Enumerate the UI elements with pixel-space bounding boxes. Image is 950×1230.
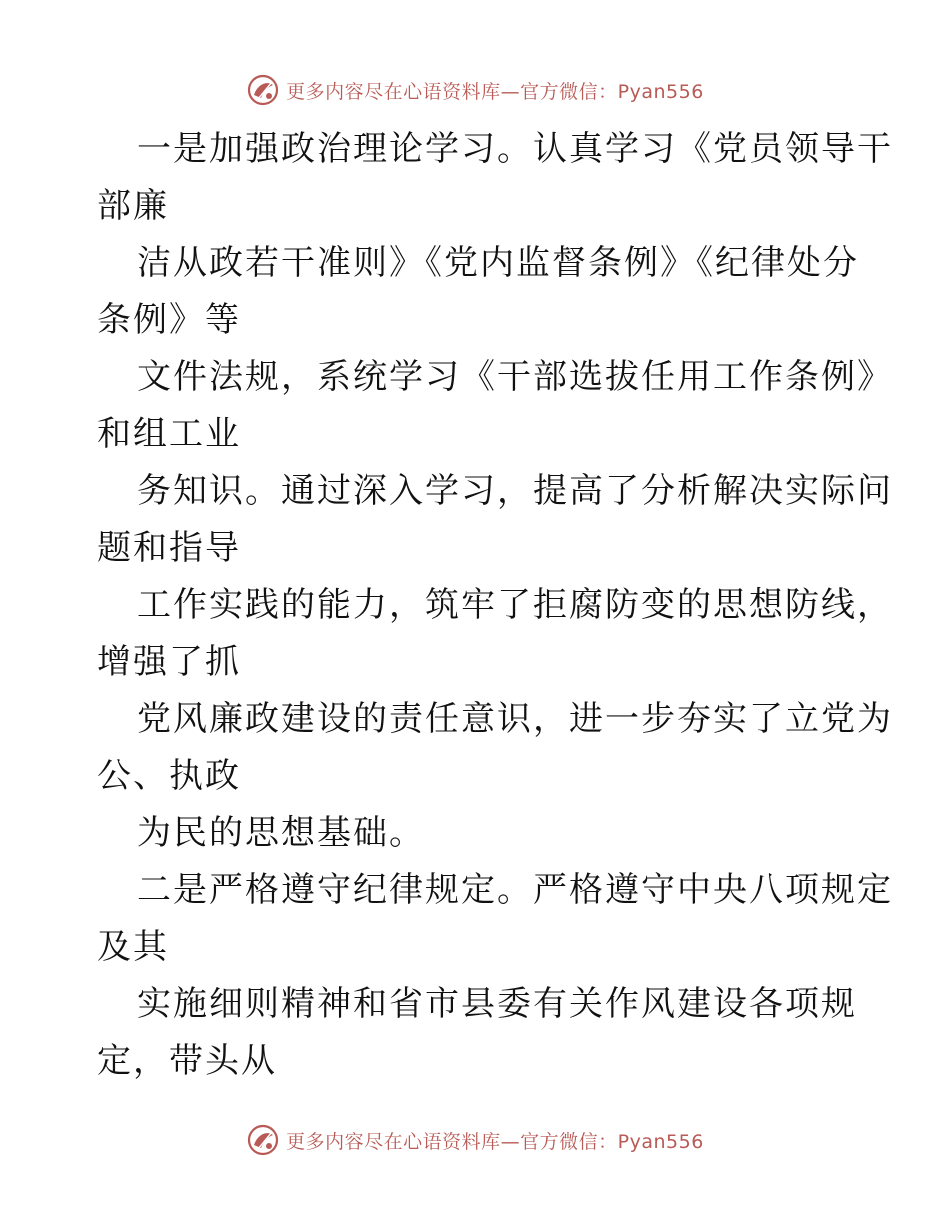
text-line: 党风廉政建设的责任意识，进一步夯实了立党为	[137, 699, 893, 739]
header-banner-text: 更多内容尽在心语资料库—官方微信：Pyan556	[286, 80, 704, 103]
text-line: 务知识。通过深入学习，提高了分析解决实际问	[137, 471, 893, 511]
text-line: 增强了抓	[97, 642, 241, 682]
text-line: 为民的思想基础。	[137, 813, 425, 853]
text-line: 部廉	[97, 186, 169, 226]
text-line: 题和指导	[97, 528, 241, 568]
header-banner	[0, 70, 950, 110]
text-line: 文件法规，系统学习《干部选拔任用工作条例》	[137, 357, 893, 397]
logo-icon	[246, 1123, 280, 1157]
text-line: 定，带头从	[97, 1041, 277, 1081]
text-line: 二是严格遵守纪律规定。严格遵守中央八项规定	[137, 870, 893, 910]
text-line: 及其	[97, 927, 169, 967]
text-line: 实施细则精神和省市县委有关作风建设各项规	[137, 984, 857, 1024]
text-line: 公、执政	[97, 756, 241, 796]
footer-banner	[0, 1120, 950, 1160]
text-line: 条例》等	[97, 300, 241, 340]
footer-banner-text: 更多内容尽在心语资料库—官方微信：Pyan556	[286, 1130, 704, 1153]
logo-icon	[246, 73, 280, 107]
text-line: 一是加强政治理论学习。认真学习《党员领导干	[137, 129, 893, 169]
text-line: 工作实践的能力，筑牢了拒腐防变的思想防线，	[137, 585, 893, 625]
text-line: 洁从政若干准则》《党内监督条例》《纪律处分	[137, 243, 859, 283]
text-line: 和组工业	[97, 414, 241, 454]
